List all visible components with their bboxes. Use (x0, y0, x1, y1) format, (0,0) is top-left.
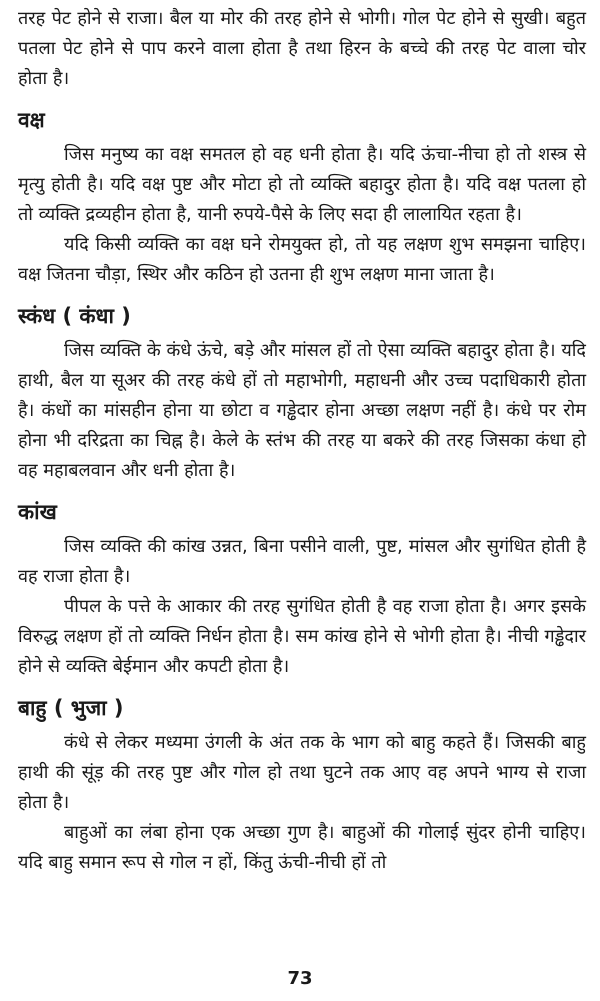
intro-paragraph: तरह पेट होने से राजा। बैल या मोर की तरह होने से भोगी। गोल पेट होने से सुखी। बहुत पतला पेट होने से पाप करने वाला होता है तथा हिरन के बच्चे की तरह पेट वाला चोर होता है। (18, 8, 586, 89)
skandh-paragraph-1: जिस व्यक्ति के कंधे ऊंचे, बड़े और मांसल हों तो ऐसा व्यक्ति बहादुर होता है। यदि हाथी, बैल या सूअर की तरह कंधे हों तो महाभोगी, महाधनी और उच्च पदाधिकारी होता है। कंधों का मांसहीन होना या छोटा व गड्ढेदार होना अच्छा लक्षण नहीं है। कंधे पर रोम होना भी दरिद्रता का चिह्न है। केले के स्तंभ की तरह या बकरे की तरह जिसका कंधा हो वह महाबलवान और धनी होता है। (18, 340, 586, 481)
heading-bahu: बाहु ( भुजा ) (18, 696, 124, 720)
heading-kankh: कांख (18, 500, 57, 524)
vaksh-paragraph-2: यदि किसी व्यक्ति का वक्ष घने रोमयुक्त हो, तो यह लक्षण शुभ समझना चाहिए। वक्ष जितना चौड़ा, स्थिर और कठिन हो उतना ही शुभ लक्षण माना जाता है। (18, 234, 586, 285)
heading-skandh: स्कंध ( कंधा ) (18, 304, 131, 328)
bahu-paragraph-2: बाहुओं का लंबा होना एक अच्छा गुण है। बाहुओं की गोलाई सुंदर होनी चाहिए। यदि बाहु समान रूप से गोल न हों, किंतु ऊंची-नीची हों तो (18, 822, 586, 873)
kankh-paragraph-2: पीपल के पत्ते के आकार की तरह सुगंधित होती है वह राजा होता है। अगर इसके विरुद्ध लक्षण हों तो व्यक्ति निर्धन होता है। सम कांख होने से भोगी होता है। नीची गड्ढेदार होने से व्यक्ति बेईमान और कपटी होता है। (18, 596, 586, 677)
page-content (18, 4, 586, 878)
kankh-paragraph-1: जिस व्यक्ति की कांख उन्नत, बिना पसीने वाली, पुष्ट, मांसल और सुगंधित होती है वह राजा होता है। (18, 536, 586, 587)
heading-vaksh: वक्ष (18, 108, 45, 132)
page-number: 73 (287, 968, 313, 989)
bahu-paragraph-1: कंधे से लेकर मध्यमा उंगली के अंत तक के भाग को बाहु कहते हैं। जिसकी बाहु हाथी की सूंड़ की तरह पुष्ट और गोल हो तथा घुटने तक आए वह अपने भाग्य से राजा होता है। (18, 732, 586, 813)
vaksh-paragraph-1: जिस मनुष्य का वक्ष समतल हो वह धनी होता है। यदि ऊंचा-नीचा हो तो शस्त्र से मृत्यु होती है। यदि वक्ष पुष्ट और मोटा हो तो व्यक्ति बहादुर होता है। यदि वक्ष पतला हो तो व्यक्ति द्रव्यहीन होता है, यानी रुपये-पैसे के लिए सदा ही लालायित रहता है। (18, 144, 586, 225)
